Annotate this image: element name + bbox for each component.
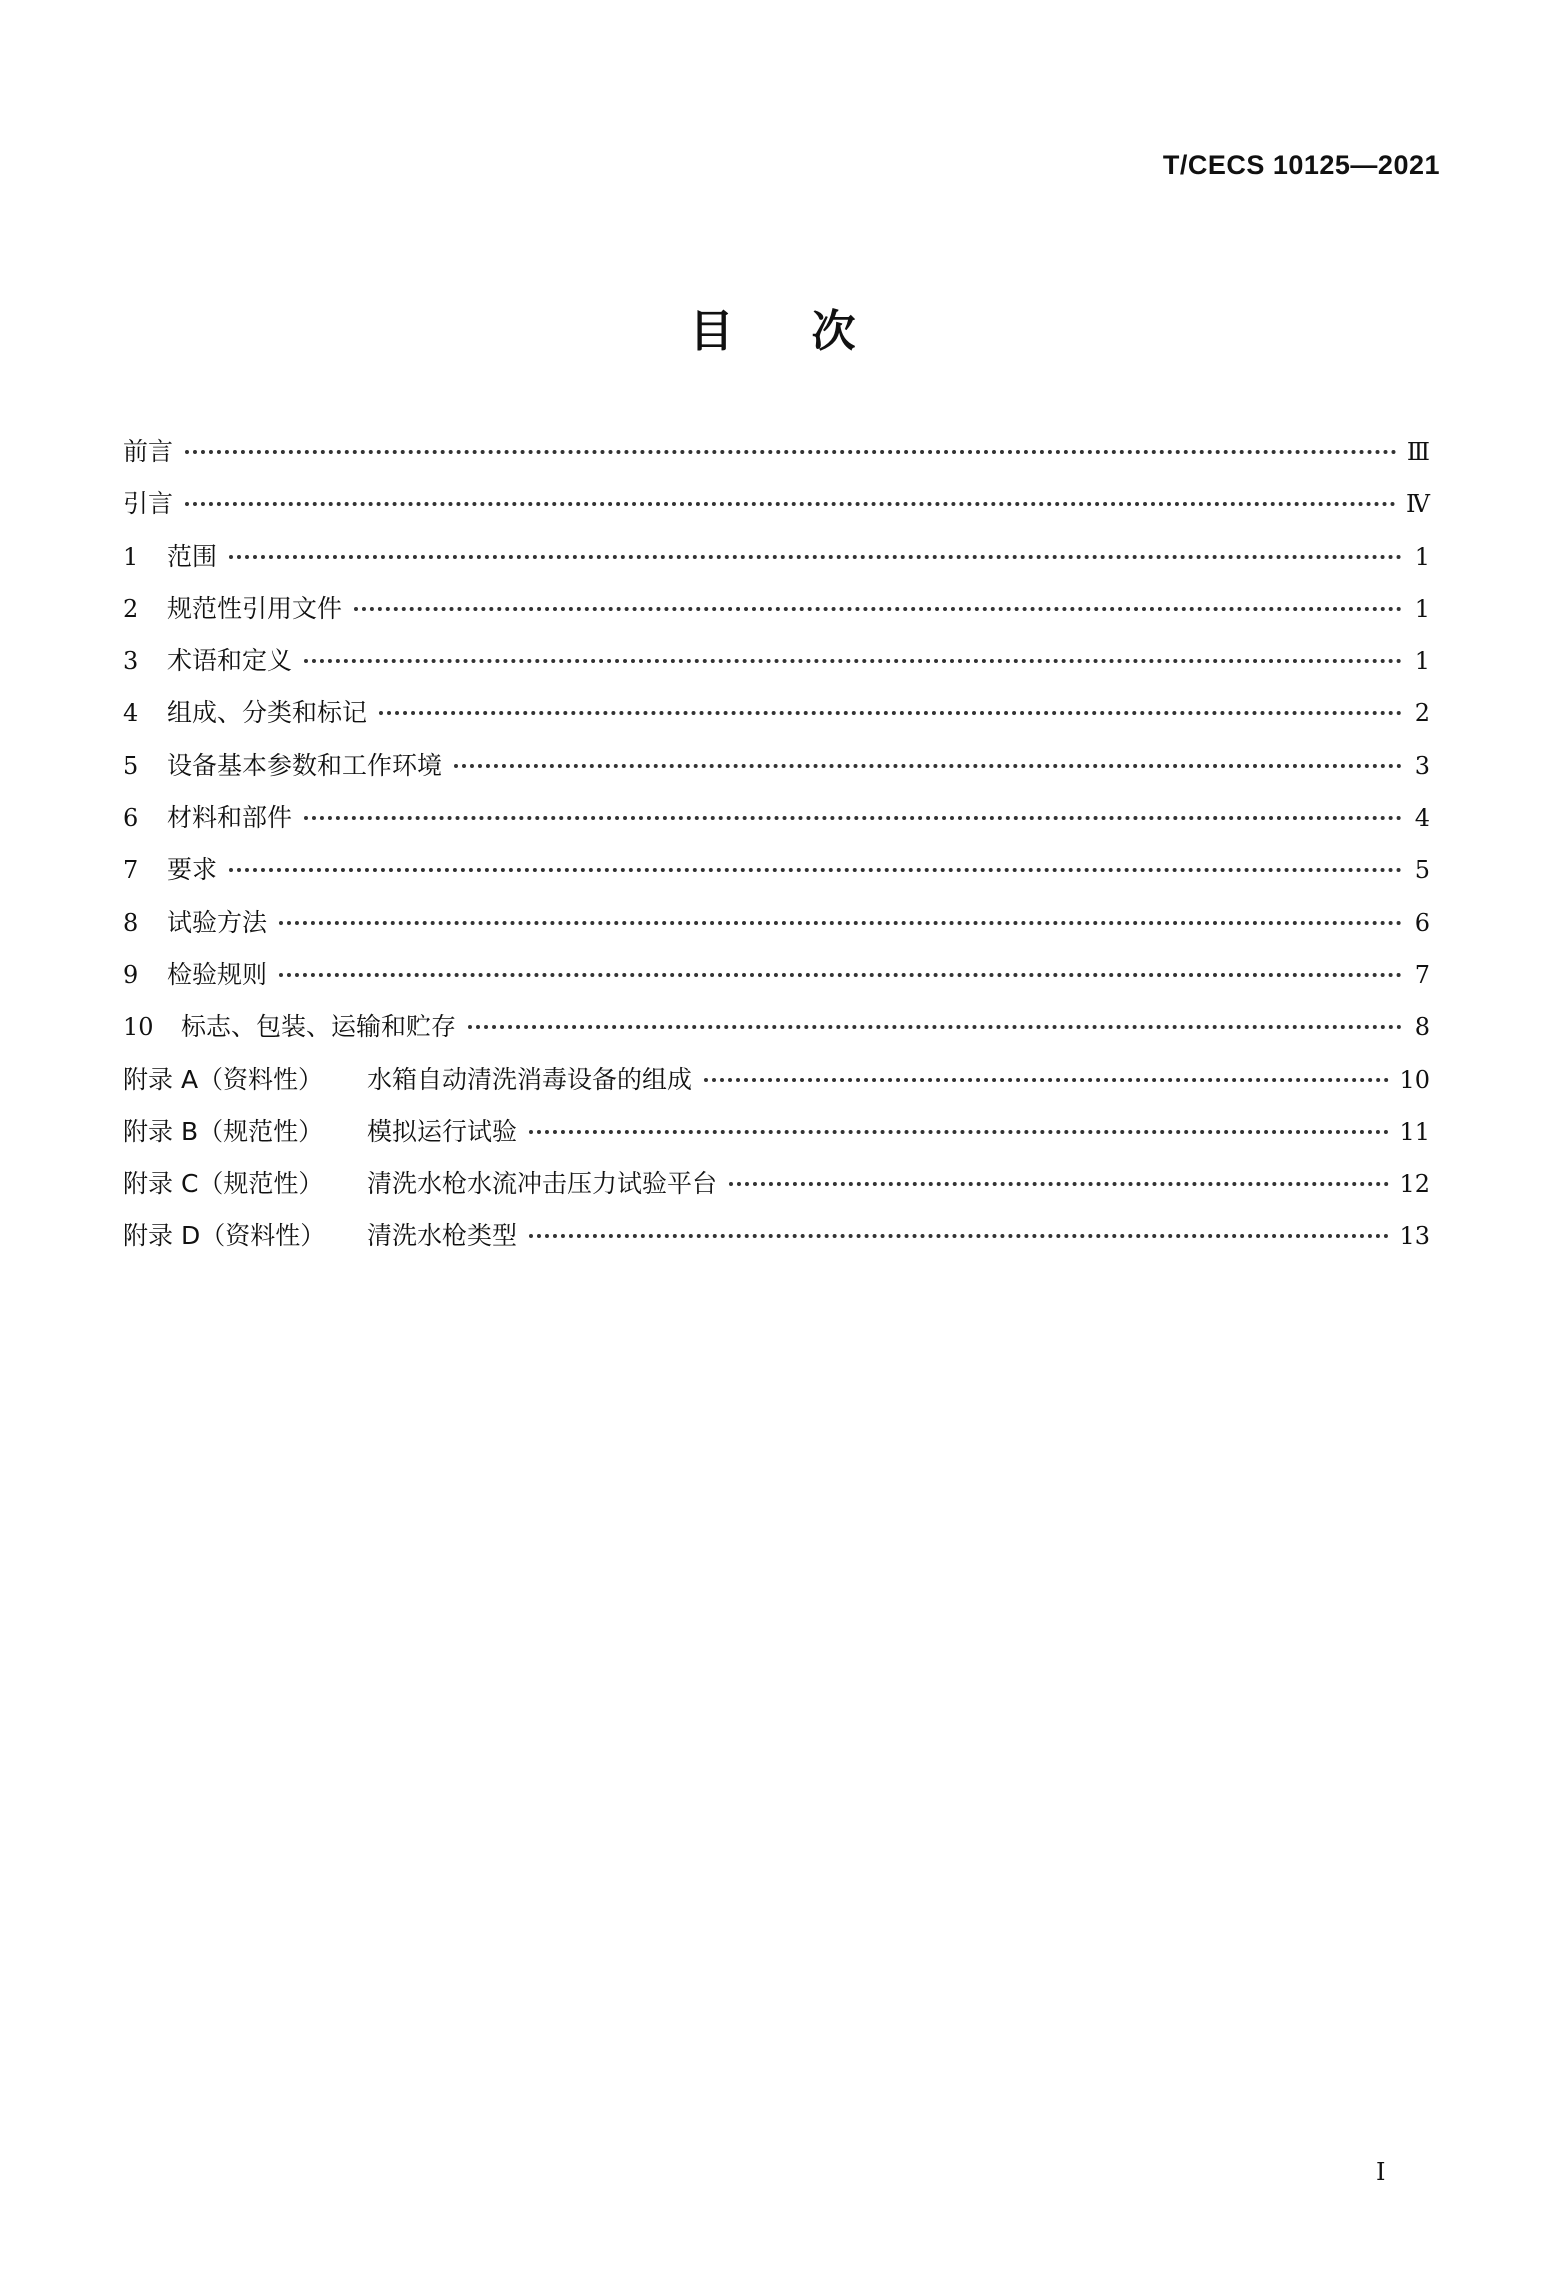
toc-leader-dots — [729, 1182, 1389, 1186]
toc-entry-7[interactable] — [123, 850, 1430, 902]
toc-entry-page: 4 — [1414, 804, 1430, 833]
toc-entry-label: 要求 — [167, 855, 218, 885]
toc-entry-page: 8 — [1414, 1013, 1430, 1042]
standard-code: T/CECS 10125—2021 — [1162, 150, 1440, 180]
toc-leader-dots — [185, 450, 1397, 454]
toc-entry-9[interactable] — [123, 955, 1430, 1007]
toc-entry-label: 术语和定义 — [167, 646, 293, 676]
toc-leader-dots — [229, 868, 1402, 872]
toc-entry-label: 模拟运行试验 — [367, 1116, 518, 1146]
toc-entry-label: 规范性引用文件 — [167, 593, 343, 623]
toc-entry-introduction[interactable] — [123, 484, 1430, 536]
toc-entry-label: 清洗水枪水流冲击压力试验平台 — [367, 1169, 718, 1199]
page-title: 目次 — [689, 306, 934, 357]
toc-entry-label: 标志、包装、运输和贮存 — [181, 1012, 457, 1042]
toc-entry-label: 设备基本参数和工作环境 — [167, 750, 443, 780]
toc-leader-dots — [454, 764, 1402, 768]
toc-entry-10[interactable] — [123, 1007, 1430, 1059]
toc-leader-dots — [279, 973, 1402, 977]
toc-leader-dots — [704, 1078, 1389, 1082]
page-number: I — [1376, 2158, 1386, 2186]
toc-entry-number: 2 — [123, 594, 139, 623]
toc-entry-number: 4 — [123, 699, 139, 728]
toc-leader-dots — [279, 921, 1402, 925]
toc-entry-page: 13 — [1399, 1222, 1430, 1251]
toc-entry-page: 2 — [1414, 699, 1430, 728]
toc-entry-number: 10 — [123, 1013, 154, 1042]
toc-leader-dots — [185, 502, 1396, 506]
toc-leader-dots — [304, 659, 1402, 663]
toc-entry-page: 1 — [1414, 542, 1430, 571]
toc-appendix-prefix: 附录 C（规范性） — [123, 1169, 324, 1199]
toc-entry-page: Ⅳ — [1406, 490, 1430, 519]
toc-entry-page: 10 — [1399, 1065, 1430, 1094]
toc-entry-8[interactable] — [123, 903, 1430, 955]
table-of-contents — [123, 432, 1430, 1269]
toc-entry-page: 11 — [1399, 1117, 1430, 1146]
toc-entry-appendix-a[interactable] — [123, 1060, 1430, 1112]
toc-entry-number: 5 — [123, 751, 139, 780]
toc-entry-number: 6 — [123, 804, 139, 833]
toc-entry-appendix-d[interactable] — [123, 1216, 1430, 1268]
toc-entry-page: 5 — [1414, 856, 1430, 885]
toc-entry-label: 范围 — [167, 541, 218, 571]
toc-leader-dots — [529, 1130, 1389, 1134]
toc-entry-5[interactable] — [123, 746, 1430, 798]
toc-leader-dots — [354, 607, 1402, 611]
toc-appendix-prefix: 附录 B（规范性） — [123, 1116, 324, 1146]
toc-leader-dots — [304, 816, 1402, 820]
toc-entry-label: 前言 — [123, 437, 174, 466]
toc-entry-2[interactable] — [123, 589, 1430, 641]
toc-leader-dots — [229, 555, 1402, 559]
toc-entry-1[interactable] — [123, 537, 1430, 589]
toc-entry-number: 9 — [123, 960, 139, 989]
toc-entry-page: 1 — [1414, 647, 1430, 676]
toc-entry-4[interactable] — [123, 693, 1430, 745]
toc-entry-label: 组成、分类和标记 — [167, 698, 368, 728]
toc-appendix-prefix: 附录 D（资料性） — [123, 1221, 326, 1251]
toc-entry-number: 1 — [123, 542, 139, 571]
toc-entry-page: 6 — [1414, 908, 1430, 937]
toc-appendix-prefix: 附录 A（资料性） — [123, 1064, 324, 1094]
toc-entry-label: 引言 — [123, 489, 174, 519]
toc-entry-number: 3 — [123, 647, 139, 676]
toc-entry-label: 水箱自动清洗消毒设备的组成 — [367, 1064, 693, 1094]
toc-entry-page: 12 — [1399, 1170, 1430, 1199]
toc-leader-dots — [379, 711, 1402, 715]
toc-entry-foreword[interactable] — [123, 432, 1430, 484]
toc-entry-label: 试验方法 — [167, 907, 268, 937]
toc-entry-number: 8 — [123, 908, 139, 937]
toc-entry-number: 7 — [123, 856, 139, 885]
toc-entry-3[interactable] — [123, 641, 1430, 693]
toc-entry-page: 3 — [1414, 751, 1430, 780]
toc-entry-appendix-b[interactable] — [123, 1112, 1430, 1164]
toc-entry-label: 检验规则 — [167, 959, 268, 989]
toc-entry-label: 材料和部件 — [167, 803, 293, 833]
toc-entry-page: 7 — [1414, 960, 1430, 989]
toc-leader-dots — [468, 1025, 1402, 1029]
toc-entry-label: 清洗水枪类型 — [367, 1221, 518, 1251]
toc-leader-dots — [529, 1234, 1389, 1238]
toc-entry-page: Ⅲ — [1406, 438, 1430, 466]
toc-entry-6[interactable] — [123, 798, 1430, 850]
toc-entry-page: 1 — [1414, 594, 1430, 623]
toc-entry-appendix-c[interactable] — [123, 1164, 1430, 1216]
